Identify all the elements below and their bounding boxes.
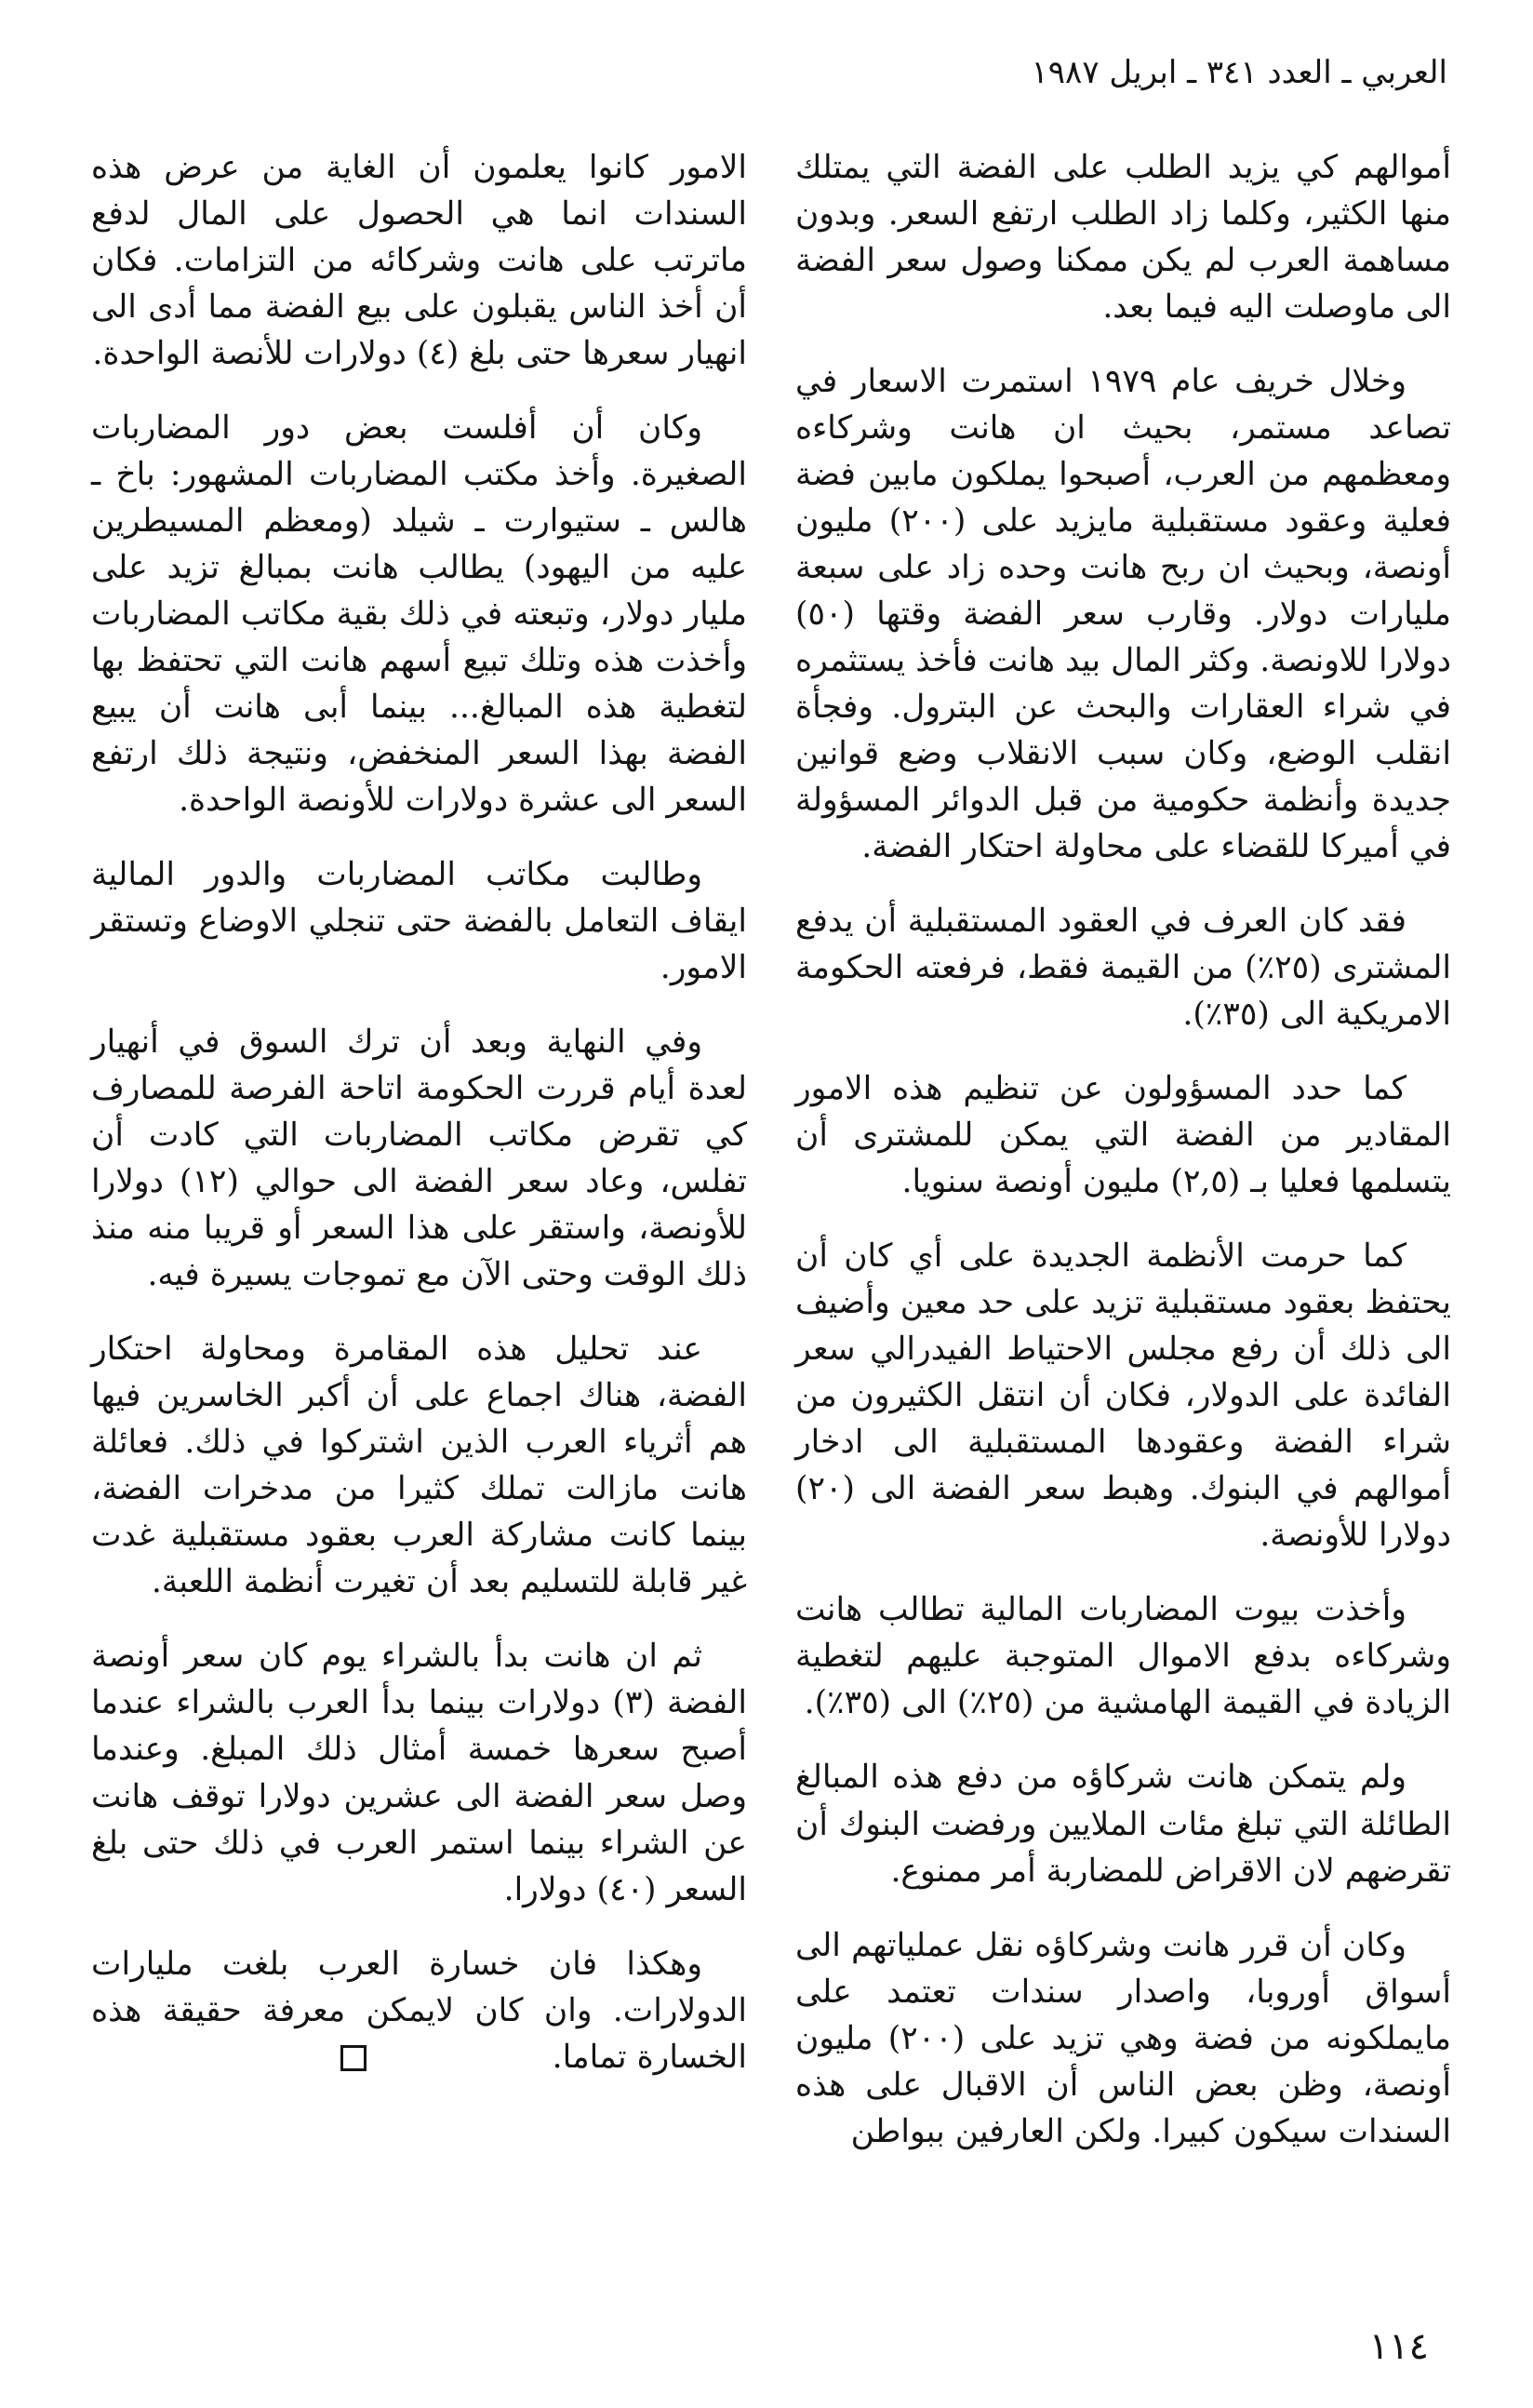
paragraph: ولم يتمكن هانت شركاؤه من دفع هذه المبالغ الطائلة التي تبلغ مئات الملايين ورفضت البنوك أن تقرضهم لان الاقراض للمضاربة أمر ممنوع. bbox=[795, 1759, 1451, 1890]
paragraph: وكان أن أفلست بعض دور المضاربات الصغيرة. وأخذ مكتب المضاربات المشهور: باخ ـ هالس ـ ستيوارت ـ شيلد (ومعظم المسيطرين عليه من اليهود) يطالب هانت بمبالغ تزيد على مليار دولار، وتبعته في ذلك بقية مكاتب المضاربات وأخذت هذه وتلك تبيع أسهم هانت التي تحتفظ بها لتغطية هذه المبالغ... بينما أبى هانت أن يبيع الفضة بهذا السعر المنخفض، ونتيجة ذلك ارتفع السعر الى عشرة دولارات للأونصة الواحدة. bbox=[91, 409, 747, 820]
paragraph: الامور كانوا يعلمون أن الغاية من عرض هذه السندات انما هي الحصول على المال لدفع ماترتب على هانت وشركائه من التزامات. فكان أن أخذ الناس يقبلون على بيع الفضة مما أدى الى انهيار سعرها حتى بلغ (٤) دولارات للأنصة الواحدة. bbox=[91, 149, 747, 373]
paragraph: وفي النهاية وبعد أن ترك السوق في أنهيار لعدة أيام قررت الحكومة اتاحة الفرصة للمصارف كي تقرض مكاتب المضاربات التي كادت أن تفلس، وعاد سعر الفضة الى حوالي (١٢) دولارا للأونصة، واستقر على هذا السعر أو قريبا منه منذ ذلك الوقت وحتى الآن مع تموجات يسيرة فيه. bbox=[91, 1023, 747, 1294]
paragraph: وطالبت مكاتب المضاربات والدور المالية ايقاف التعامل بالفضة حتى تنجلي الاوضاع وتستقر الامور. bbox=[91, 856, 747, 987]
left-column bbox=[91, 144, 747, 2108]
final-paragraph-text: وهكذا فان خسارة العرب بلغت مليارات الدولارات. وان كان لايمكن معرفة حقيقة هذه الخسارة تماما. bbox=[91, 1945, 747, 2076]
paragraph: عند تحليل هذه المقامرة ومحاولة احتكار الفضة، هناك اجماع على أن أكبر الخاسرين فيها هم أثرياء العرب الذين اشتركوا في ذلك. فعائلة هانت مازالت تملك كثيرا من مدخرات الفضة، بينما كانت مشاركة العرب بعقود مستقبلية غدت غير قابلة للتسليم بعد أن تغيرت أنظمة اللعبة. bbox=[91, 1331, 747, 1601]
paragraph: كما حرمت الأنظمة الجديدة على أي كان أن يحتفظ بعقود مستقبلية تزيد على حد معين وأضيف الى ذلك أن رفع مجلس الاحتياط الفيدرالي سعر الفائدة على الدولار، فكان أن انتقل الكثيرون من شراء الفضة وعقودها المستقبلية الى ادخار أموالهم في البنوك. وهبط سعر الفضة الى (٢٠) دولارا للأونصة. bbox=[795, 1237, 1451, 1555]
paragraph: وخلال خريف عام ١٩٧٩ استمرت الاسعار في تصاعد مستمر، بحيث ان هانت وشركاءه ومعظمهم من العرب، أصبحوا يملكون مابين فضة فعلية وعقود مستقبلية مايزيد على (٢٠٠) مليون أونصة، وبحيث ان ربح هانت وحده زاد على سبعة مليارات دولار. وقارب سعر الفضة وقتها (٥٠) دولارا للاونصة. وكثر المال بيد هانت فأخذ يستثمره في شراء العقارات والبحث عن البترول. وفجأة انقلب الوضع، وكان سبب الانقلاب وضع قوانين جديدة وأنظمة حكومية من قبل الدوائر المسؤولة في أميركا للقضاء على محاولة احتكار الفضة. bbox=[795, 363, 1451, 866]
paragraph: ثم ان هانت بدأ بالشراء يوم كان سعر أونصة الفضة (٣) دولارات بينما بدأ العرب بالشراء عندما أصبح سعرها خمسة أمثال ذلك المبلغ. وعندما وصل سعر الفضة الى عشرين دولارا توقف هانت عن الشراء بينما استمر العرب في ذلك حتى بلغ السعر (٤٠) دولارا. bbox=[91, 1638, 747, 1908]
running-header: العربي ـ العدد ٣٤١ ـ ابريل ١٩٨٧ bbox=[1031, 54, 1447, 91]
page-number: ١١٤ bbox=[1368, 2325, 1429, 2368]
end-of-article-square-icon bbox=[340, 2045, 367, 2071]
paragraph: كما حدد المسؤولون عن تنظيم هذه الامور المقادير من الفضة التي يمكن للمشترى أن يتسلمها فعليا بـ (٢,٥) مليون أونصة سنويا. bbox=[795, 1070, 1451, 1201]
paragraph: وأخذت بيوت المضاربات المالية تطالب هانت وشركاءه بدفع الاموال المتوجبة عليهم لتغطية الزيادة في القيمة الهامشية من (٢٥٪) الى (٣٥٪). bbox=[795, 1591, 1451, 1722]
paragraph: فقد كان العرف في العقود المستقبلية أن يدفع المشترى (٢٥٪) من القيمة فقط، فرفعته الحكومة الامريكية الى (٣٥٪). bbox=[795, 903, 1451, 1034]
paragraph-final bbox=[91, 1941, 747, 2080]
paragraph: أموالهم كي يزيد الطلب على الفضة التي يمتلك منها الكثير، وكلما زاد الطلب ارتفع السعر. وبدون مساهمة العرب لم يكن ممكنا وصول سعر الفضة الى ماوصلت اليه فيما بعد. bbox=[795, 149, 1451, 327]
paragraph: وكان أن قرر هانت وشركاؤه نقل عملياتهم الى أسواق أوروبا، واصدار سندات تعتمد على مايملكونه من فضة وهي تزيد على (٢٠٠) مليون أونصة، وظن بعض الناس أن الاقبال على هذه السندات سيكون كبيرا. ولكن العارفين ببواطن bbox=[795, 1926, 1452, 2150]
right-column bbox=[795, 144, 1451, 2183]
